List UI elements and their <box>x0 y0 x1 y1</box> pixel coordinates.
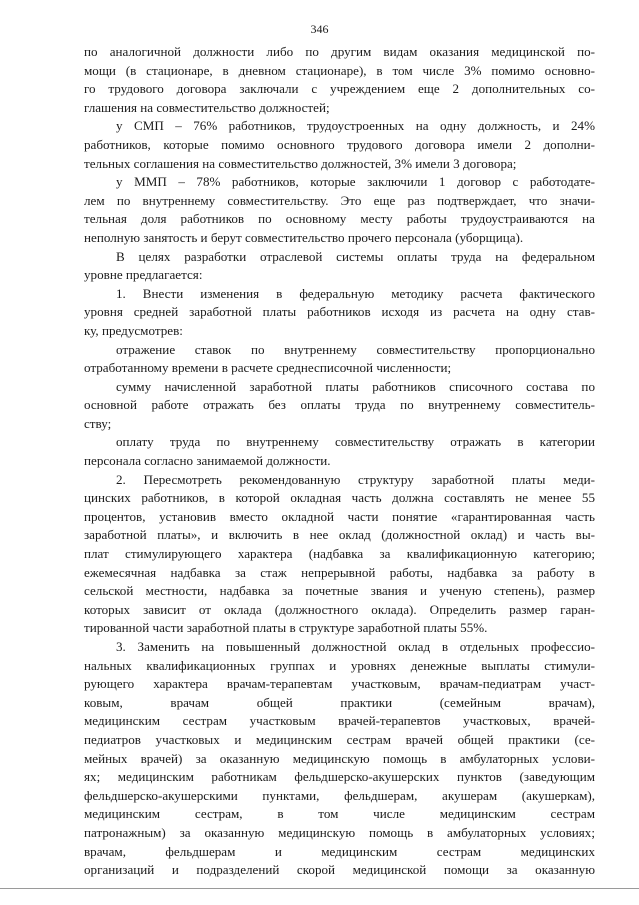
text-line: патронажным) за оказанную медицинскую помощь в амбулаторных условиях; <box>84 824 595 840</box>
text-line: оплату труда по внутреннему совместительству отражать в категории <box>116 434 595 450</box>
text-line: нальных квалификационных группах и уровнях денежные выплаты стимули- <box>84 657 595 673</box>
text-line: медицинским сестрам, в том числе медицинским сестрам <box>84 806 595 822</box>
text-line: работников, которые помимо основного трудового договора имели 2 дополни- <box>84 136 595 152</box>
text-line: мейных врачей) за оказанную медицинскую помощь в амбулаторных услови- <box>84 750 595 766</box>
text-line: ковым, врачам общей практики (семейным врачам), <box>84 694 595 710</box>
bottom-rule <box>0 888 639 889</box>
text-line: ях; медицинским работникам фельдшерско-акушерских пунктов (заведующим <box>84 769 595 785</box>
text-line: 1. Внести изменения в федеральную методику расчета фактического <box>116 285 595 301</box>
text-line: персонала согласно занимаемой должности. <box>84 453 331 469</box>
text-line: у ММП – 78% работников, которые заключили 1 договор с работодате- <box>116 174 595 190</box>
text-line: рующего характера врачам-терапевтам участковым, врачам-педиатрам участ- <box>84 676 595 692</box>
text-line: уровня средней заработной платы работников исходя из расчета на одну став- <box>84 304 595 320</box>
text-line: неполную занятость и берут совместительство прочего персонала (уборщица). <box>84 229 524 245</box>
text-line: процентов, установив вместо окладной части понятие «гарантированная часть <box>84 508 595 524</box>
text-line: тированной части заработной платы в структуре заработной платы 55%. <box>84 620 488 636</box>
text-line: уровне предлагается: <box>84 267 203 283</box>
text-line: мощи (в стационаре, в дневном стационаре), в том числе 3% помимо основно- <box>84 62 595 78</box>
text-line: ству; <box>84 415 112 431</box>
text-line: плат стимулирующего характера (надбавка за квалификационную категорию; <box>84 546 595 562</box>
page-number: 346 <box>310 22 329 36</box>
text-line: лем по внутреннему совместительству. Это еще раз подтверждает, что значи- <box>84 192 595 208</box>
text-line: 2. Пересмотреть рекомендованную структуру заработной платы меди- <box>116 471 595 487</box>
text-line: тельная доля работников по основному месту работы трудоустраиваются на <box>84 211 595 227</box>
text-line: организаций и подразделений скорой медицинской помощи за оказанную <box>84 862 595 878</box>
document-body <box>84 43 595 880</box>
text-line: 3. Заменить на повышенный должностной оклад в отдельных профессио- <box>116 639 595 654</box>
text-line: В целях разработки отраслевой системы оплаты труда на федеральном <box>116 248 595 264</box>
text-line: заработной платы», и включить в нее оклад (должностной оклад) и часть вы- <box>84 527 595 543</box>
text-line: у СМП – 76% работников, трудоустроенных на одну должность, и 24% <box>116 118 595 134</box>
text-line: фельдшерско-акушерскими пунктами, фельдшерам, акушерам (акушеркам), <box>84 787 595 803</box>
text-line: глашения на совместительство должностей; <box>84 99 330 115</box>
text-line: отработанному времени в расчете среднесписочной численности; <box>84 360 452 376</box>
text-line: ку, предусмотрев: <box>84 322 183 338</box>
text-line: цинских работников, в которой окладная часть должна составлять не менее 55 <box>84 490 595 506</box>
text-line: отражение ставок по внутреннему совместительству пропорционально <box>116 341 595 357</box>
text-line: основной работе отражать без оплаты труда по внутреннему совместитель- <box>84 397 595 413</box>
text-line: го трудового договора заключали с учреждением еще 2 дополнительных со- <box>84 81 595 97</box>
text-line: тельных соглашения на совместительство должностей, 3% имели 3 договора; <box>84 155 517 171</box>
text-line: которых зависит от оклада (должностного оклада). Определить размер гаран- <box>84 601 595 617</box>
text-line: ежемесячная надбавка за стаж непрерывной работы, надбавка за работу в <box>84 564 595 580</box>
text-line: педиатров участковых и медицинским сестрам врачей общей практики (се- <box>84 731 595 747</box>
text-line: по аналогичной должности либо по другим видам оказания медицинской по- <box>84 44 595 59</box>
text-line: сумму начисленной заработной платы работников списочного состава по <box>116 378 595 394</box>
text-line: сельской местности, надбавка за почетные звания и ученую степень), размер <box>84 583 595 599</box>
text-line: врачам, фельдшерам и медицинским сестрам медицинских <box>84 843 595 859</box>
text-line: медицинским сестрам участковым врачей-терапевтов участковых, врачей- <box>84 713 595 729</box>
